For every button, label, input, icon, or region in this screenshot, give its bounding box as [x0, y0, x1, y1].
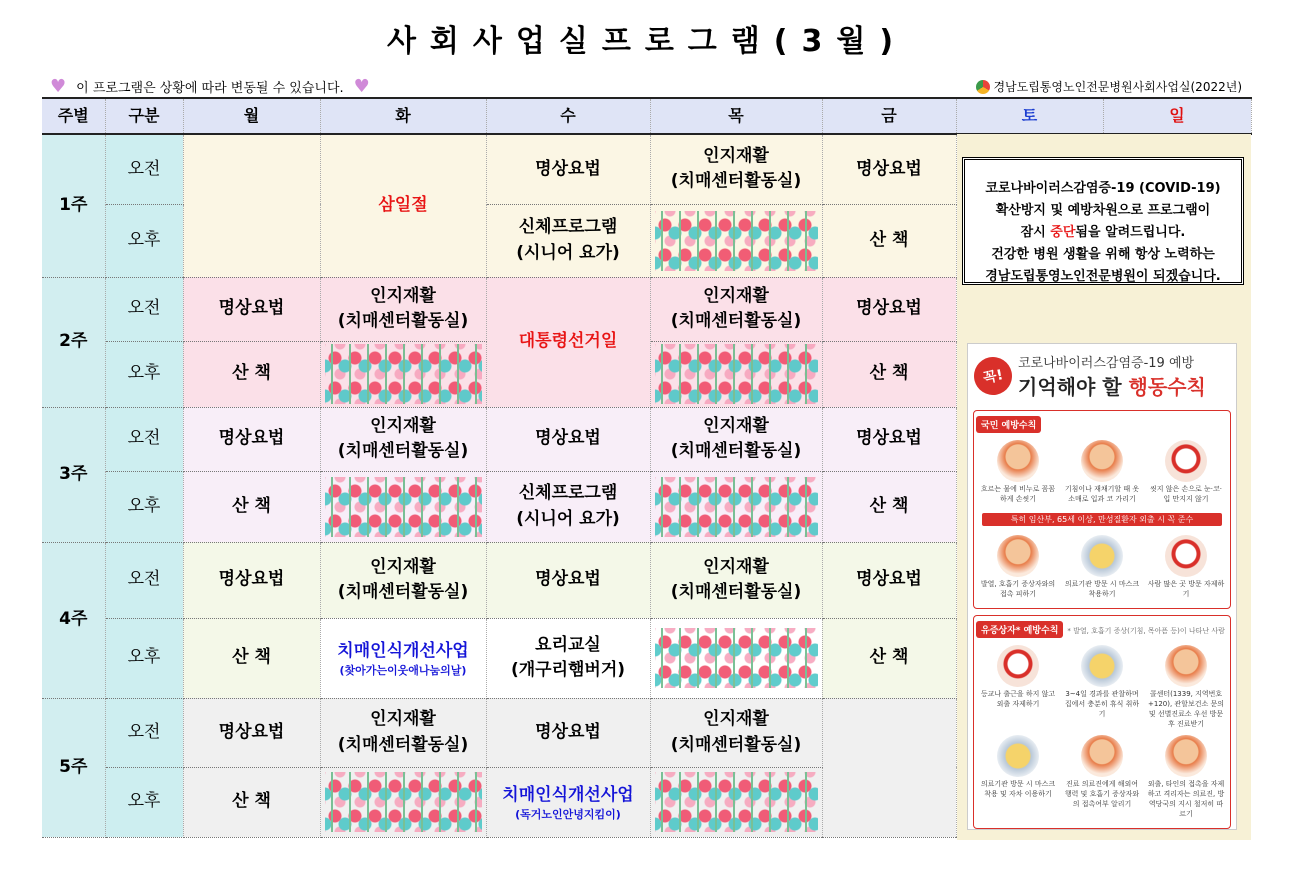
- notice: [50, 76, 370, 97]
- cell-activity: 요리교실 (개구리햄버거): [486, 618, 650, 698]
- handwash-icon: [997, 440, 1039, 482]
- slot-pm: 오후: [105, 204, 183, 277]
- no-crowd-icon: [1165, 535, 1207, 577]
- cell-activity: 산 책: [183, 341, 320, 407]
- cell-activity: 명상요법: [183, 542, 320, 618]
- slot-am: 오전: [105, 277, 183, 341]
- header-fri: 금: [822, 98, 956, 134]
- cell-activity: 산 책: [822, 204, 956, 277]
- cell-activity: 명상요법: [183, 277, 320, 341]
- cell-activity: 인지재활 (치매센터활동실): [650, 698, 822, 767]
- cell-activity: 산 책: [183, 767, 320, 837]
- week-label: 5주: [42, 698, 105, 837]
- cell-activity: 치매인식개선사업 (찾아가는이웃애나눔의날): [320, 618, 486, 698]
- slot-pm: 오후: [105, 618, 183, 698]
- notice-text: 이 프로그램은 상황에 따라 변동될 수 있습니다.: [76, 81, 344, 96]
- hospital-logo-icon: [976, 80, 990, 94]
- cell-activity: 치매인식개선사업 (독거노인안녕지킴이): [486, 767, 650, 837]
- cell-activity: 인지재활 (치매센터활동실): [320, 542, 486, 618]
- cell-activity: 인지재활 (치매센터활동실): [320, 698, 486, 767]
- cell-activity: 인지재활 (치매센터활동실): [320, 407, 486, 471]
- flower-decoration: [650, 618, 822, 698]
- avoid-contact-icon: [997, 535, 1039, 577]
- cell-activity: 명상요법: [486, 134, 650, 204]
- header-mon: 월: [183, 98, 320, 134]
- cell-activity: 명상요법: [183, 698, 320, 767]
- header-slot: 구분: [105, 98, 183, 134]
- cell-activity: 신체프로그램 (시니어 요가): [486, 204, 650, 277]
- cell-activity: 인지재활 (치매센터활동실): [650, 134, 822, 204]
- week-label: 3주: [42, 407, 105, 542]
- slot-am: 오전: [105, 698, 183, 767]
- header-row: [42, 98, 1251, 134]
- cell-activity: 산 책: [822, 341, 956, 407]
- mask-icon: [1081, 535, 1123, 577]
- cell-activity: 명상요법: [822, 134, 956, 204]
- cell-activity: 명상요법: [183, 407, 320, 471]
- cell-activity: 명상요법: [822, 542, 956, 618]
- slot-am: 오전: [105, 542, 183, 618]
- heart-icon: ♥: [50, 76, 67, 97]
- holiday-cell: 삼일절: [320, 134, 486, 277]
- stay-home-icon: [997, 645, 1039, 687]
- week-label: 4주: [42, 542, 105, 698]
- flower-decoration: [650, 204, 822, 277]
- cell-empty: [183, 134, 320, 277]
- cell-activity: 인지재활 (치매센터활동실): [650, 542, 822, 618]
- week-label: 2주: [42, 277, 105, 407]
- slot-pm: 오후: [105, 341, 183, 407]
- flower-decoration: [650, 341, 822, 407]
- covid-poster: [967, 343, 1237, 830]
- slot-am: 오전: [105, 407, 183, 471]
- header-sun: 일: [1103, 98, 1251, 134]
- source-text: 경남도립통영노인전문병원사회사업실(2022년): [993, 80, 1242, 94]
- header-tue: 화: [320, 98, 486, 134]
- page-title: 사회사업실프로그램(3월): [386, 24, 908, 59]
- slot-am: 오전: [105, 134, 183, 204]
- week-label: 1주: [42, 134, 105, 277]
- header-week: 주별: [42, 98, 105, 134]
- cell-activity: 인지재활 (치매센터활동실): [320, 277, 486, 341]
- poster-section-public: 국민 예방수칙 흐르는 물에 비누로 꼼꼼하게 손씻기 기침이나 재채기할 때 옷소매로 입과 코 가리기 씻지 않은 손으로 눈·코·입 만지지 않기 특히 임산부, 65세 이상, 만성질환자 외출 시 꼭 준수 발열, 호흡기 증상자와의 접촉 피하기 의료기관 방문 시 마스크 착용하기 사람 많은 곳 방문 자제하기: [973, 410, 1231, 609]
- cell-activity: 인지재활 (치매센터활동실): [650, 407, 822, 471]
- covid-notice-box: 코로나바이러스감염증-19 (COVID-19) 확산방지 및 예방차원으로 프로그램이 잠시 중단됨을 알려드립니다. 건강한 병원 생활을 위해 항상 노력하는 경남도립통영노인전문병원이 되겠습니다.: [962, 157, 1244, 285]
- cell-activity: 명상요법: [486, 407, 650, 471]
- no-touch-icon: [1165, 440, 1207, 482]
- cell-activity: 산 책: [822, 471, 956, 542]
- header-wed: 수: [486, 98, 650, 134]
- rest-icon: [1081, 645, 1123, 687]
- heart-icon: ♥: [353, 76, 370, 97]
- isolation-icon: [1165, 735, 1207, 777]
- source: [976, 78, 1242, 95]
- flower-decoration: [650, 767, 822, 837]
- header-thu: 목: [650, 98, 822, 134]
- cell-activity: 명상요법: [486, 698, 650, 767]
- cell-activity: 산 책: [183, 618, 320, 698]
- cell-empty: [822, 698, 956, 837]
- flower-decoration: [320, 767, 486, 837]
- poster-section-symptomatic: 유증상자* 예방수칙 * 발열, 호흡기 증상(기침, 목아픔 등)이 나타난 사람 등교나 출근을 하지 않고 외출 자제하기 3~4일 경과를 관찰하며 집에서 충분히 휴식 취하기 콜센터(1339, 지역번호+120), 관할보건소 문의 및 선별진료소 우선 방문 후 진료받기 의료기관 방문 시 마스크 착용 및 자차 이용하기 진료 의료진에게 해외여행력 및 호흡기 증상자와의 접촉여부 알리기 외출, 타인의 접촉을 자제하고 격리자는 의료진, 방역당국의 지시 철저히 따르기: [973, 615, 1231, 829]
- cell-activity: 명상요법: [822, 407, 956, 471]
- holiday-cell: 대통령선거일: [486, 277, 650, 407]
- doctor-icon: [1081, 735, 1123, 777]
- flower-decoration: [320, 341, 486, 407]
- slot-pm: 오후: [105, 471, 183, 542]
- cell-activity: 인지재활 (치매센터활동실): [650, 277, 822, 341]
- poster-subtitle: 코로나바이러스감염증-19 예방: [1018, 356, 1195, 371]
- cell-activity: 명상요법: [822, 277, 956, 341]
- cell-activity: 신체프로그램 (시니어 요가): [486, 471, 650, 542]
- cell-activity: 산 책: [822, 618, 956, 698]
- poster-title: 기억해야 할 행동수칙: [1018, 375, 1206, 399]
- flower-decoration: [320, 471, 486, 542]
- flower-decoration: [650, 471, 822, 542]
- slot-pm: 오후: [105, 767, 183, 837]
- badge: 꼭!: [970, 353, 1015, 398]
- call-center-icon: [1165, 645, 1207, 687]
- cell-activity: 명상요법: [486, 542, 650, 618]
- cough-icon: [1081, 440, 1123, 482]
- car-icon: [997, 735, 1039, 777]
- cell-activity: 산 책: [183, 471, 320, 542]
- header-sat: 토: [956, 98, 1103, 134]
